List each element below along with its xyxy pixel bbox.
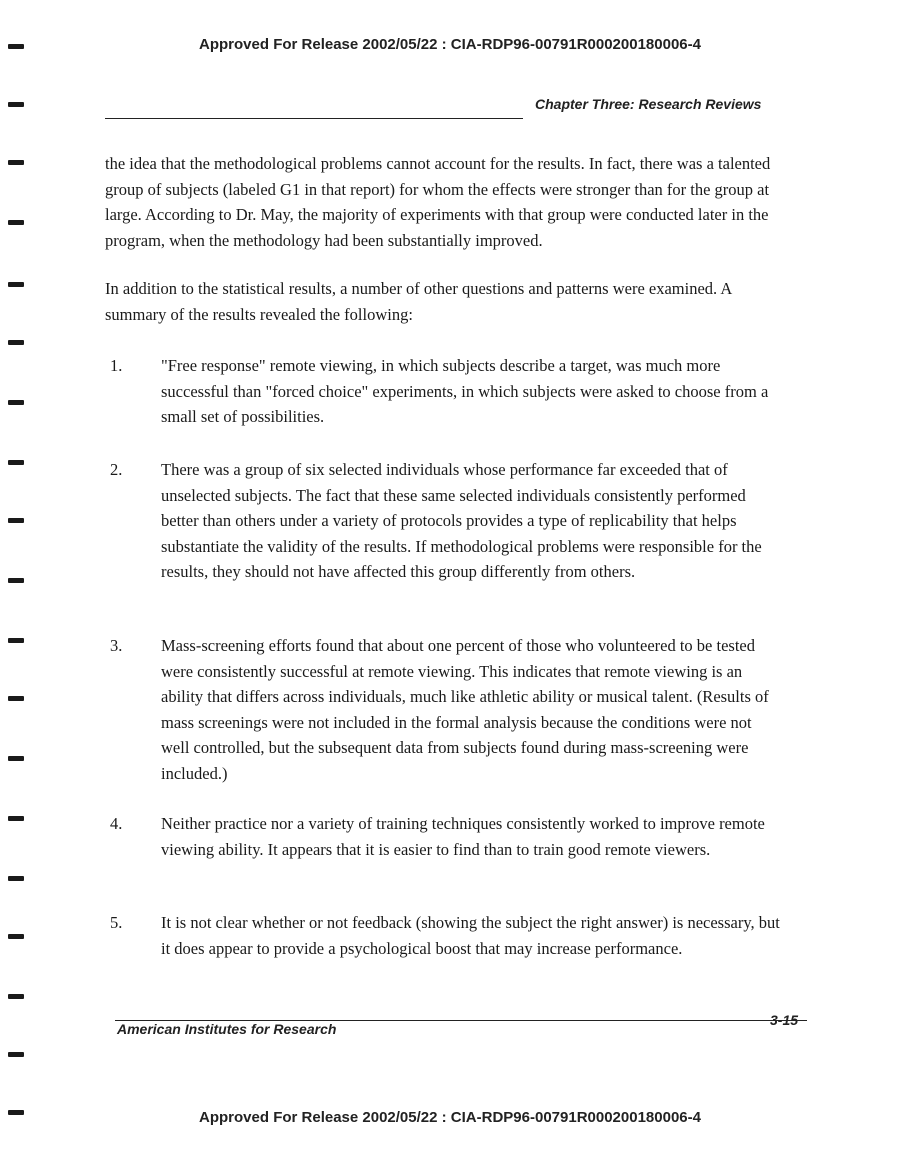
- binding-mark: [8, 400, 24, 405]
- list-item-text: Mass-screening efforts found that about one percent of those who volunteered to be tested were consistently successful at remote viewing. This indicates that remote viewing is an ability that differs across individuals, much like athletic ability or musical talent. (Results of mass screenings were not included in the formal analysis because the conditions were not well controlled, but the subsequent data from subjects found during mass-screening were included.): [161, 636, 769, 783]
- list-item-text: Neither practice nor a variety of training techniques consistently worked to improve remote viewing ability. It appears that it is easier to find than to train good remote viewers.: [161, 814, 765, 859]
- release-stamp-top: Approved For Release 2002/05/22 : CIA-RDP96-00791R000200180006-4: [199, 36, 701, 53]
- list-item-number: 1.: [110, 356, 123, 375]
- header-rule: [105, 118, 523, 119]
- binding-mark: [8, 282, 24, 287]
- binding-mark: [8, 44, 24, 49]
- binding-mark: [8, 160, 24, 165]
- binding-mark: [8, 578, 24, 583]
- binding-mark: [8, 756, 24, 761]
- body-paragraph: In addition to the statistical results, a number of other questions and patterns were examined. A summary of the results revealed the following:: [105, 279, 732, 324]
- binding-mark: [8, 102, 24, 107]
- binding-mark: [8, 1052, 24, 1057]
- list-item-number: 2.: [110, 460, 123, 479]
- list-item-text: There was a group of six selected individuals whose performance far exceeded that of unselected subjects. The fact that these same selected individuals consistently performed better than others under a variety of protocols provides a type of replicability that helps substantiate the validity of the results. If methodological problems were responsible for the results, they should not have affected this group differently from others.: [161, 460, 762, 581]
- body-paragraph: the idea that the methodological problems cannot account for the results. In fact, there was a talented group of subjects (labeled G1 in that report) for whom the effects were stronger than for the group at large. According to Dr. May, the majority of experiments with that group were conducted later in the program, when the methodology had been substantially improved.: [105, 154, 771, 250]
- binding-mark: [8, 220, 24, 225]
- binding-mark: [8, 460, 24, 465]
- list-item-number: 3.: [110, 636, 123, 655]
- chapter-title: Chapter Three: Research Reviews: [535, 96, 762, 112]
- binding-mark: [8, 816, 24, 821]
- release-stamp-bottom: Approved For Release 2002/05/22 : CIA-RDP96-00791R000200180006-4: [199, 1109, 701, 1126]
- binding-mark: [8, 638, 24, 643]
- page-number: 3-15: [770, 1012, 799, 1028]
- binding-mark: [8, 934, 24, 939]
- binding-mark: [8, 876, 24, 881]
- list-item-text: "Free response" remote viewing, in which subjects describe a target, was much more successful than "forced choice" experiments, in which subjects were asked to choose from a small set of possibilities.: [161, 356, 769, 426]
- binding-mark: [8, 994, 24, 999]
- binding-mark: [8, 696, 24, 701]
- binding-mark: [8, 518, 24, 523]
- list-item-number: 4.: [110, 814, 123, 833]
- footer-organization: American Institutes for Research: [117, 1021, 337, 1037]
- list-item-text: It is not clear whether or not feedback (showing the subject the right answer) is necessary, but it does appear to provide a psychological boost that may increase performance.: [161, 913, 780, 958]
- list-item-number: 5.: [110, 913, 123, 932]
- binding-mark: [8, 340, 24, 345]
